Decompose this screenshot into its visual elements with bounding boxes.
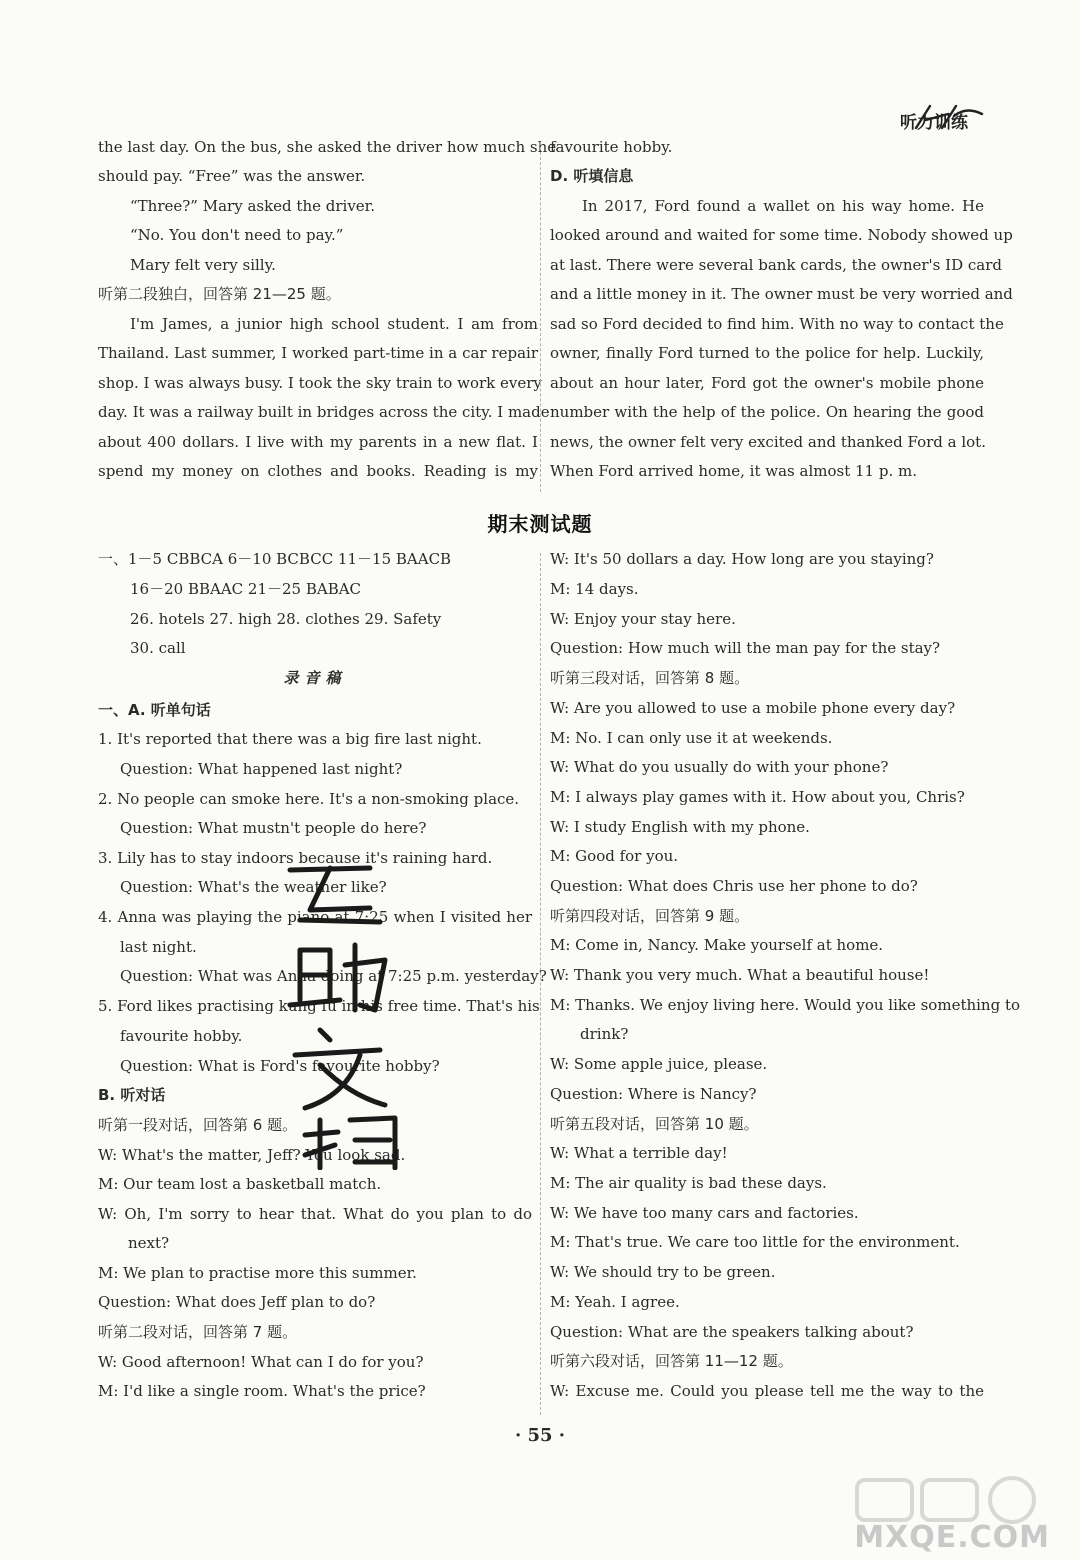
text-line: Question: How much will the man pay for the stay? <box>550 639 941 657</box>
text-line: Question: What does Chris use her phone to do? <box>550 877 918 895</box>
text-line: W: What's the matter, Jeff? You look sad. <box>98 1146 406 1164</box>
text-line: news, the owner felt very excited and thanked Ford a lot. <box>550 433 986 451</box>
text-line: 一、A. 听单句话 <box>98 701 211 719</box>
text-line: the last day. On the bus, she asked the driver how much she <box>98 138 557 156</box>
text-line: 1. It's reported that there was a big fire last night. <box>98 730 482 748</box>
text-line: 4. Anna was playing the piano at 7:25 when I visited her <box>98 908 532 926</box>
text-line: 16－20 BBAAC 21－25 BABAC <box>130 580 362 598</box>
text-line: W: Oh, I'm sorry to hear that. What do you plan to do <box>98 1205 532 1223</box>
text-line: favourite hobby. <box>120 1027 243 1045</box>
text-line: Question: What's the weather like? <box>120 878 387 896</box>
text-line: Mary felt very silly. <box>130 256 276 274</box>
text-line: W: Enjoy your stay here. <box>550 610 736 628</box>
text-line: Question: Where is Nancy? <box>550 1085 757 1103</box>
text-line: 26. hotels 27. high 28. clothes 29. Safety <box>130 610 442 628</box>
text-line: next? <box>128 1234 170 1252</box>
text-line: D. 听填信息 <box>550 167 634 185</box>
text-line: 5. Ford likes practising kung fu in his free time. That's his <box>98 997 540 1015</box>
text-line: at last. There were several bank cards, the owner's ID card <box>550 256 1002 274</box>
header-label: 听力训练 <box>900 113 968 133</box>
text-line: Question: What happened last night? <box>120 760 403 778</box>
text-line: I'm James, a junior high school student. I am from <box>130 315 538 333</box>
text-line: about 400 dollars. I live with my parents in a new flat. I <box>98 433 538 451</box>
text-line: M: Our team lost a basketball match. <box>98 1175 382 1193</box>
text-line: day. It was a railway built in bridges across the city. I made <box>98 403 550 421</box>
text-line: W: Thank you very much. What a beautiful house! <box>550 966 930 984</box>
text-line: In 2017, Ford found a wallet on his way home. He <box>582 197 984 215</box>
column-divider-top <box>540 142 541 492</box>
text-line: W: Are you allowed to use a mobile phone every day? <box>550 699 956 717</box>
text-line: M: The air quality is bad these days. <box>550 1174 827 1192</box>
text-line: W: What do you usually do with your phone? <box>550 758 889 776</box>
text-line: M: No. I can only use it at weekends. <box>550 729 833 747</box>
text-line: Question: What was Anna doing at 7:25 p.m. yesterday? <box>120 967 547 985</box>
text-line: M: I'd like a single room. What's the price? <box>98 1382 426 1400</box>
text-line: M: Good for you. <box>550 847 679 865</box>
text-line: “Three?” Mary asked the driver. <box>130 197 375 215</box>
bottom-right-column <box>550 0 1021 1420</box>
text-line: W: What a terrible day! <box>550 1144 728 1162</box>
page-number: · 55 · <box>514 1425 566 1446</box>
column-divider-bottom <box>540 553 541 1415</box>
text-line: M: Thanks. We enjoy living here. Would you like something to <box>550 996 1021 1014</box>
handwritten-scribble-overlay <box>260 850 410 1170</box>
text-line: W: It's 50 dollars a day. How long are you staying? <box>550 550 934 568</box>
text-line: should pay. “Free” was the answer. <box>98 167 366 185</box>
text-line: 30. call <box>130 639 186 657</box>
text-line: W: Excuse me. Could you please tell me the way to the <box>550 1382 984 1400</box>
text-line: shop. I was always busy. I took the sky train to work every <box>98 374 542 392</box>
text-line: drink? <box>580 1025 629 1043</box>
text-line: favourite hobby. <box>550 138 673 156</box>
text-line: When Ford arrived home, it was almost 11 p. m. <box>550 462 917 480</box>
text-line: 听第二段独白，回答第 21—25 题。 <box>98 285 341 303</box>
text-line: W: Good afternoon! What can I do for you? <box>98 1353 424 1371</box>
text-line: 录音稿 <box>283 669 347 687</box>
section-title: 期末测试题 <box>487 512 593 536</box>
text-line: about an hour later, Ford got the owner's mobile phone <box>550 374 984 392</box>
text-line: 一、1－5 CBBCA 6－10 BCBCC 11－15 BAACB <box>98 550 452 568</box>
text-line: owner, finally Ford turned to the police for help. Luckily, <box>550 344 984 362</box>
text-line: looked around and waited for some time. Nobody showed up <box>550 226 1013 244</box>
text-line: 听第一段对话，回答第 6 题。 <box>98 1116 298 1134</box>
text-line: W: We should try to be green. <box>550 1263 776 1281</box>
watermark-text: MXQE.COM <box>854 1520 1050 1555</box>
text-line: M: Come in, Nancy. Make yourself at home. <box>550 936 884 954</box>
text-line: 听第二段对话，回答第 7 题。 <box>98 1323 298 1341</box>
text-line: 听第五段对话，回答第 10 题。 <box>550 1115 759 1133</box>
text-line: M: I always play games with it. How about you, Chris? <box>550 788 965 806</box>
text-line: M: 14 days. <box>550 580 639 598</box>
text-line: number with the help of the police. On hearing the good <box>550 403 984 421</box>
text-line: 听第六段对话，回答第 11—12 题。 <box>550 1352 793 1370</box>
text-line: last night. <box>120 938 197 956</box>
text-line: W: I study English with my phone. <box>550 818 810 836</box>
text-line: Question: What does Jeff plan to do? <box>98 1293 376 1311</box>
text-line: W: Some apple juice, please. <box>550 1055 768 1073</box>
text-line: and a little money in it. The owner must be very worried and <box>550 285 1013 303</box>
text-line: W: We have too many cars and factories. <box>550 1204 859 1222</box>
text-line: sad so Ford decided to find him. With no way to contact the <box>550 315 1004 333</box>
text-line: 2. No people can smoke here. It's a non-smoking place. <box>98 790 520 808</box>
text-line: Question: What mustn't people do here? <box>120 819 427 837</box>
text-line: Thailand. Last summer, I worked part-time in a car repair <box>98 344 538 362</box>
text-line: 3. Lily has to stay indoors because it's raining hard. <box>98 849 493 867</box>
text-line: Question: What are the speakers talking about? <box>550 1323 914 1341</box>
text-line: 听第四段对话，回答第 9 题。 <box>550 907 750 925</box>
text-line: B. 听对话 <box>98 1086 166 1104</box>
text-line: M: We plan to practise more this summer. <box>98 1264 417 1282</box>
text-line: Question: What is Ford's favourite hobby? <box>120 1057 440 1075</box>
text-line: M: That's true. We care too little for the environment. <box>550 1233 960 1251</box>
text-line: spend my money on clothes and books. Reading is my <box>98 462 538 480</box>
text-line: “No. You don't need to pay.” <box>130 226 344 244</box>
text-line: 听第三段对话，回答第 8 题。 <box>550 669 750 687</box>
text-line: M: Yeah. I agree. <box>550 1293 680 1311</box>
